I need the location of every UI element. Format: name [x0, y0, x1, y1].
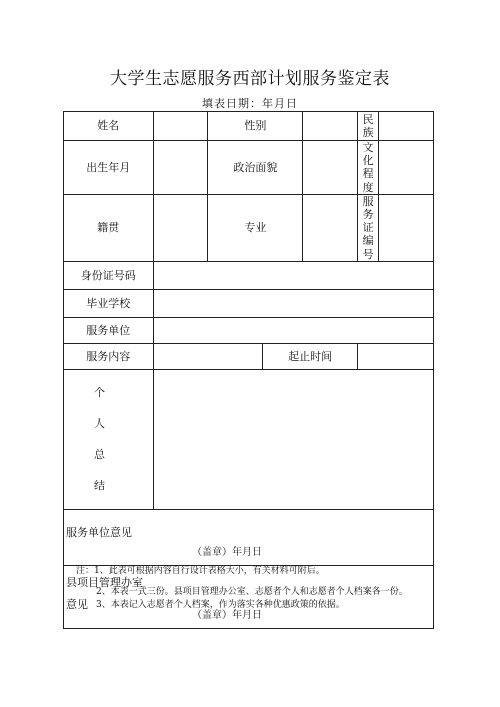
name-label: 姓名: [64, 112, 154, 141]
summary-value[interactable]: [153, 369, 433, 509]
political-label: 政治面貌: [208, 141, 303, 195]
major-value[interactable]: [303, 194, 358, 261]
ethnicity-label: 民族: [358, 112, 379, 141]
unit-opinion-label: 服务单位意见: [66, 525, 132, 539]
birth-label: 出生年月: [64, 141, 154, 195]
period-label: 起止时间: [263, 343, 358, 369]
content-value[interactable]: [153, 343, 263, 369]
county-opinion-label: 县项目管理办室意见: [66, 575, 143, 611]
summary-char-2: 人: [94, 417, 105, 431]
school-value[interactable]: [153, 289, 433, 317]
education-label: 文化程度: [358, 141, 379, 195]
note-2: 2、本表一式三份。县项目管理办公室、志愿者个人和志愿者个人档案各一份。: [96, 587, 408, 597]
cert-no-label: 服务证编号: [358, 194, 379, 261]
unit-opinion-stamp: （盖章）年月日: [192, 546, 262, 558]
unit-label: 服务单位: [64, 317, 154, 343]
birth-value[interactable]: [153, 141, 208, 195]
id-no-value[interactable]: [153, 261, 433, 289]
fill-date: 填表日期：年月日: [202, 97, 298, 110]
content-label: 服务内容: [64, 343, 154, 369]
summary-label: [64, 369, 154, 509]
page-title: 大学生志愿服务西部计划服务鉴定表: [110, 69, 390, 89]
note-3: 3、本表记入志愿者个人档案，作为落实各种优惠政策的依据。: [96, 600, 345, 610]
period-value[interactable]: [358, 343, 434, 369]
gender-value[interactable]: [303, 112, 358, 141]
name-value[interactable]: [153, 112, 208, 141]
gender-label: 性别: [208, 112, 303, 141]
county-opinion-stamp: （盖章）年月日: [192, 609, 262, 621]
appraisal-form-table: [63, 111, 434, 629]
summary-char-4: 结: [94, 479, 105, 493]
summary-char-3: 总: [94, 448, 105, 462]
political-value[interactable]: [303, 141, 358, 195]
cert-no-value[interactable]: [379, 194, 434, 261]
summary-char-1: 个: [94, 386, 105, 400]
education-value[interactable]: [379, 141, 434, 195]
school-label: 毕业学校: [64, 289, 154, 317]
major-label: 专业: [208, 194, 303, 261]
unit-opinion-cell[interactable]: [64, 509, 434, 565]
note-1: 注：1、此表可根据内容自行设计表格大小，有关材料可附后。: [76, 566, 325, 576]
ethnicity-value[interactable]: [379, 112, 434, 141]
unit-value[interactable]: [153, 317, 433, 343]
id-no-label: 身份证号码: [64, 261, 154, 289]
notes: [76, 565, 408, 612]
native-place-label: 籍贯: [64, 194, 154, 261]
native-place-value[interactable]: [153, 194, 208, 261]
